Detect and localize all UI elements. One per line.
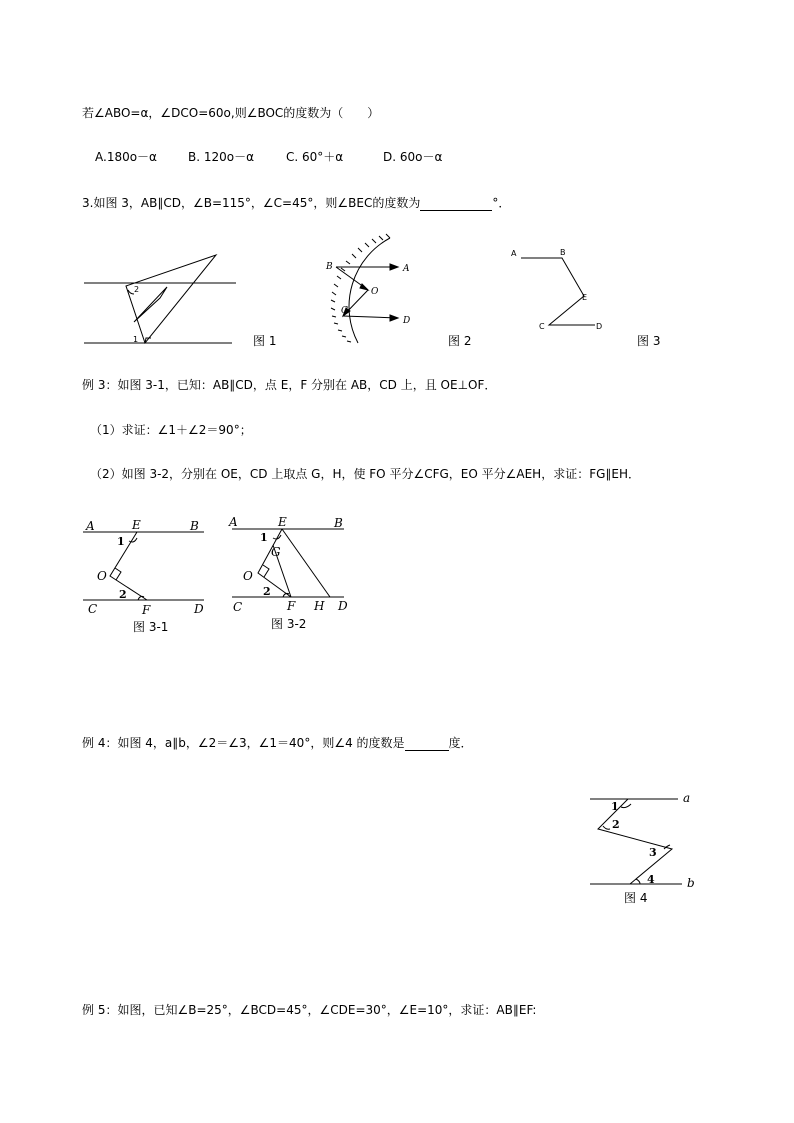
fig1-angle-1: 1: [133, 335, 139, 344]
fig32-label-g: G: [271, 545, 281, 559]
fig2-label-b: B: [326, 262, 333, 272]
fig2-label-a: A: [403, 264, 410, 274]
fig31-caption: 图 3-1: [133, 620, 169, 634]
example-3-part-1: （1）求证：∠1＋∠2＝90°；: [90, 423, 252, 437]
question-intro: 若∠ABO=α，∠DCO=60o,则∠BOC的度数为（ ）: [82, 106, 380, 120]
choice-c: C. 60°＋α: [286, 150, 344, 164]
fig2-caption: 图 2: [448, 334, 472, 348]
fig31-angle-1: 1: [117, 535, 125, 548]
fig32-label-o: O: [243, 569, 253, 583]
fig31-label-d: D: [194, 602, 204, 616]
choice-a: A.180o－α: [95, 150, 157, 164]
fig2-label-c: C: [341, 306, 348, 316]
fig3-label-a: A: [511, 249, 517, 258]
fig4-angle-4: 4: [647, 873, 655, 886]
fig3-label-b: B: [560, 248, 566, 257]
choice-d: D. 60o－α: [383, 150, 443, 164]
fig3-label-e: E: [582, 293, 588, 302]
fig4-line-a: a: [683, 791, 691, 805]
fig4-angle-2: 2: [612, 818, 620, 831]
fig32-label-d: D: [338, 599, 348, 613]
fig31-label-a: A: [86, 519, 95, 533]
fig4-angle-3: 3: [649, 846, 657, 859]
fig32-angle-1: 1: [260, 531, 268, 544]
fig31-angle-2: 2: [119, 588, 127, 601]
fig3-caption: 图 3: [637, 334, 661, 348]
question-3-text: 3.如图 3，AB∥CD，∠B=115°，∠C=45°，则∠BEC的度数为: [82, 196, 421, 210]
example-3-part-2: （2）如图 3-2，分别在 OE，CD 上取点 G，H，使 FO 平分∠CFG，EO 平分∠AEH，求证：FG∥EH．: [90, 467, 640, 481]
fig32-label-c: C: [233, 600, 243, 614]
fig1-caption: 图 1: [253, 334, 277, 348]
fig3-label-c: C: [539, 322, 545, 331]
fig32-label-b: B: [334, 516, 343, 530]
fig31-label-e: E: [132, 518, 141, 532]
fig32-label-e: E: [278, 515, 287, 529]
fig31-label-c: C: [88, 602, 98, 616]
fig32-label-a: A: [229, 515, 238, 529]
fig4-line-b: b: [687, 876, 695, 890]
fig32-caption: 图 3-2: [271, 617, 307, 631]
example-4-unit: 度．: [448, 736, 473, 750]
fig4-caption: 图 4: [624, 891, 648, 905]
fig31-label-b: B: [190, 519, 199, 533]
question-3-unit: °．: [492, 196, 511, 210]
example-3-title: 例 3：如图 3-1，已知：AB∥CD，点 E，F 分别在 AB，CD 上，且 OE⊥OF．: [82, 378, 497, 392]
example-5: 例 5：如图，已知∠B=25°，∠BCD=45°，∠CDE=30°，∠E=10°，求证：AB∥EF:: [82, 1003, 537, 1017]
fig32-label-h: H: [314, 599, 325, 613]
fig31-label-f: F: [142, 603, 151, 617]
fig32-angle-2: 2: [263, 585, 271, 598]
fig31-label-o: O: [97, 569, 107, 583]
fig2-label-o: O: [371, 287, 379, 297]
example-4-text: 例 4：如图 4，a∥b，∠2＝∠3，∠1＝40°，则∠4 的度数是: [82, 736, 405, 750]
fig3-label-d: D: [596, 322, 603, 331]
fig1-angle-2: 2: [134, 285, 140, 294]
choice-b: B. 120o－α: [188, 150, 255, 164]
fig2-label-d: D: [403, 316, 411, 326]
fig32-label-f: F: [287, 599, 296, 613]
fig4-angle-1: 1: [611, 800, 619, 813]
